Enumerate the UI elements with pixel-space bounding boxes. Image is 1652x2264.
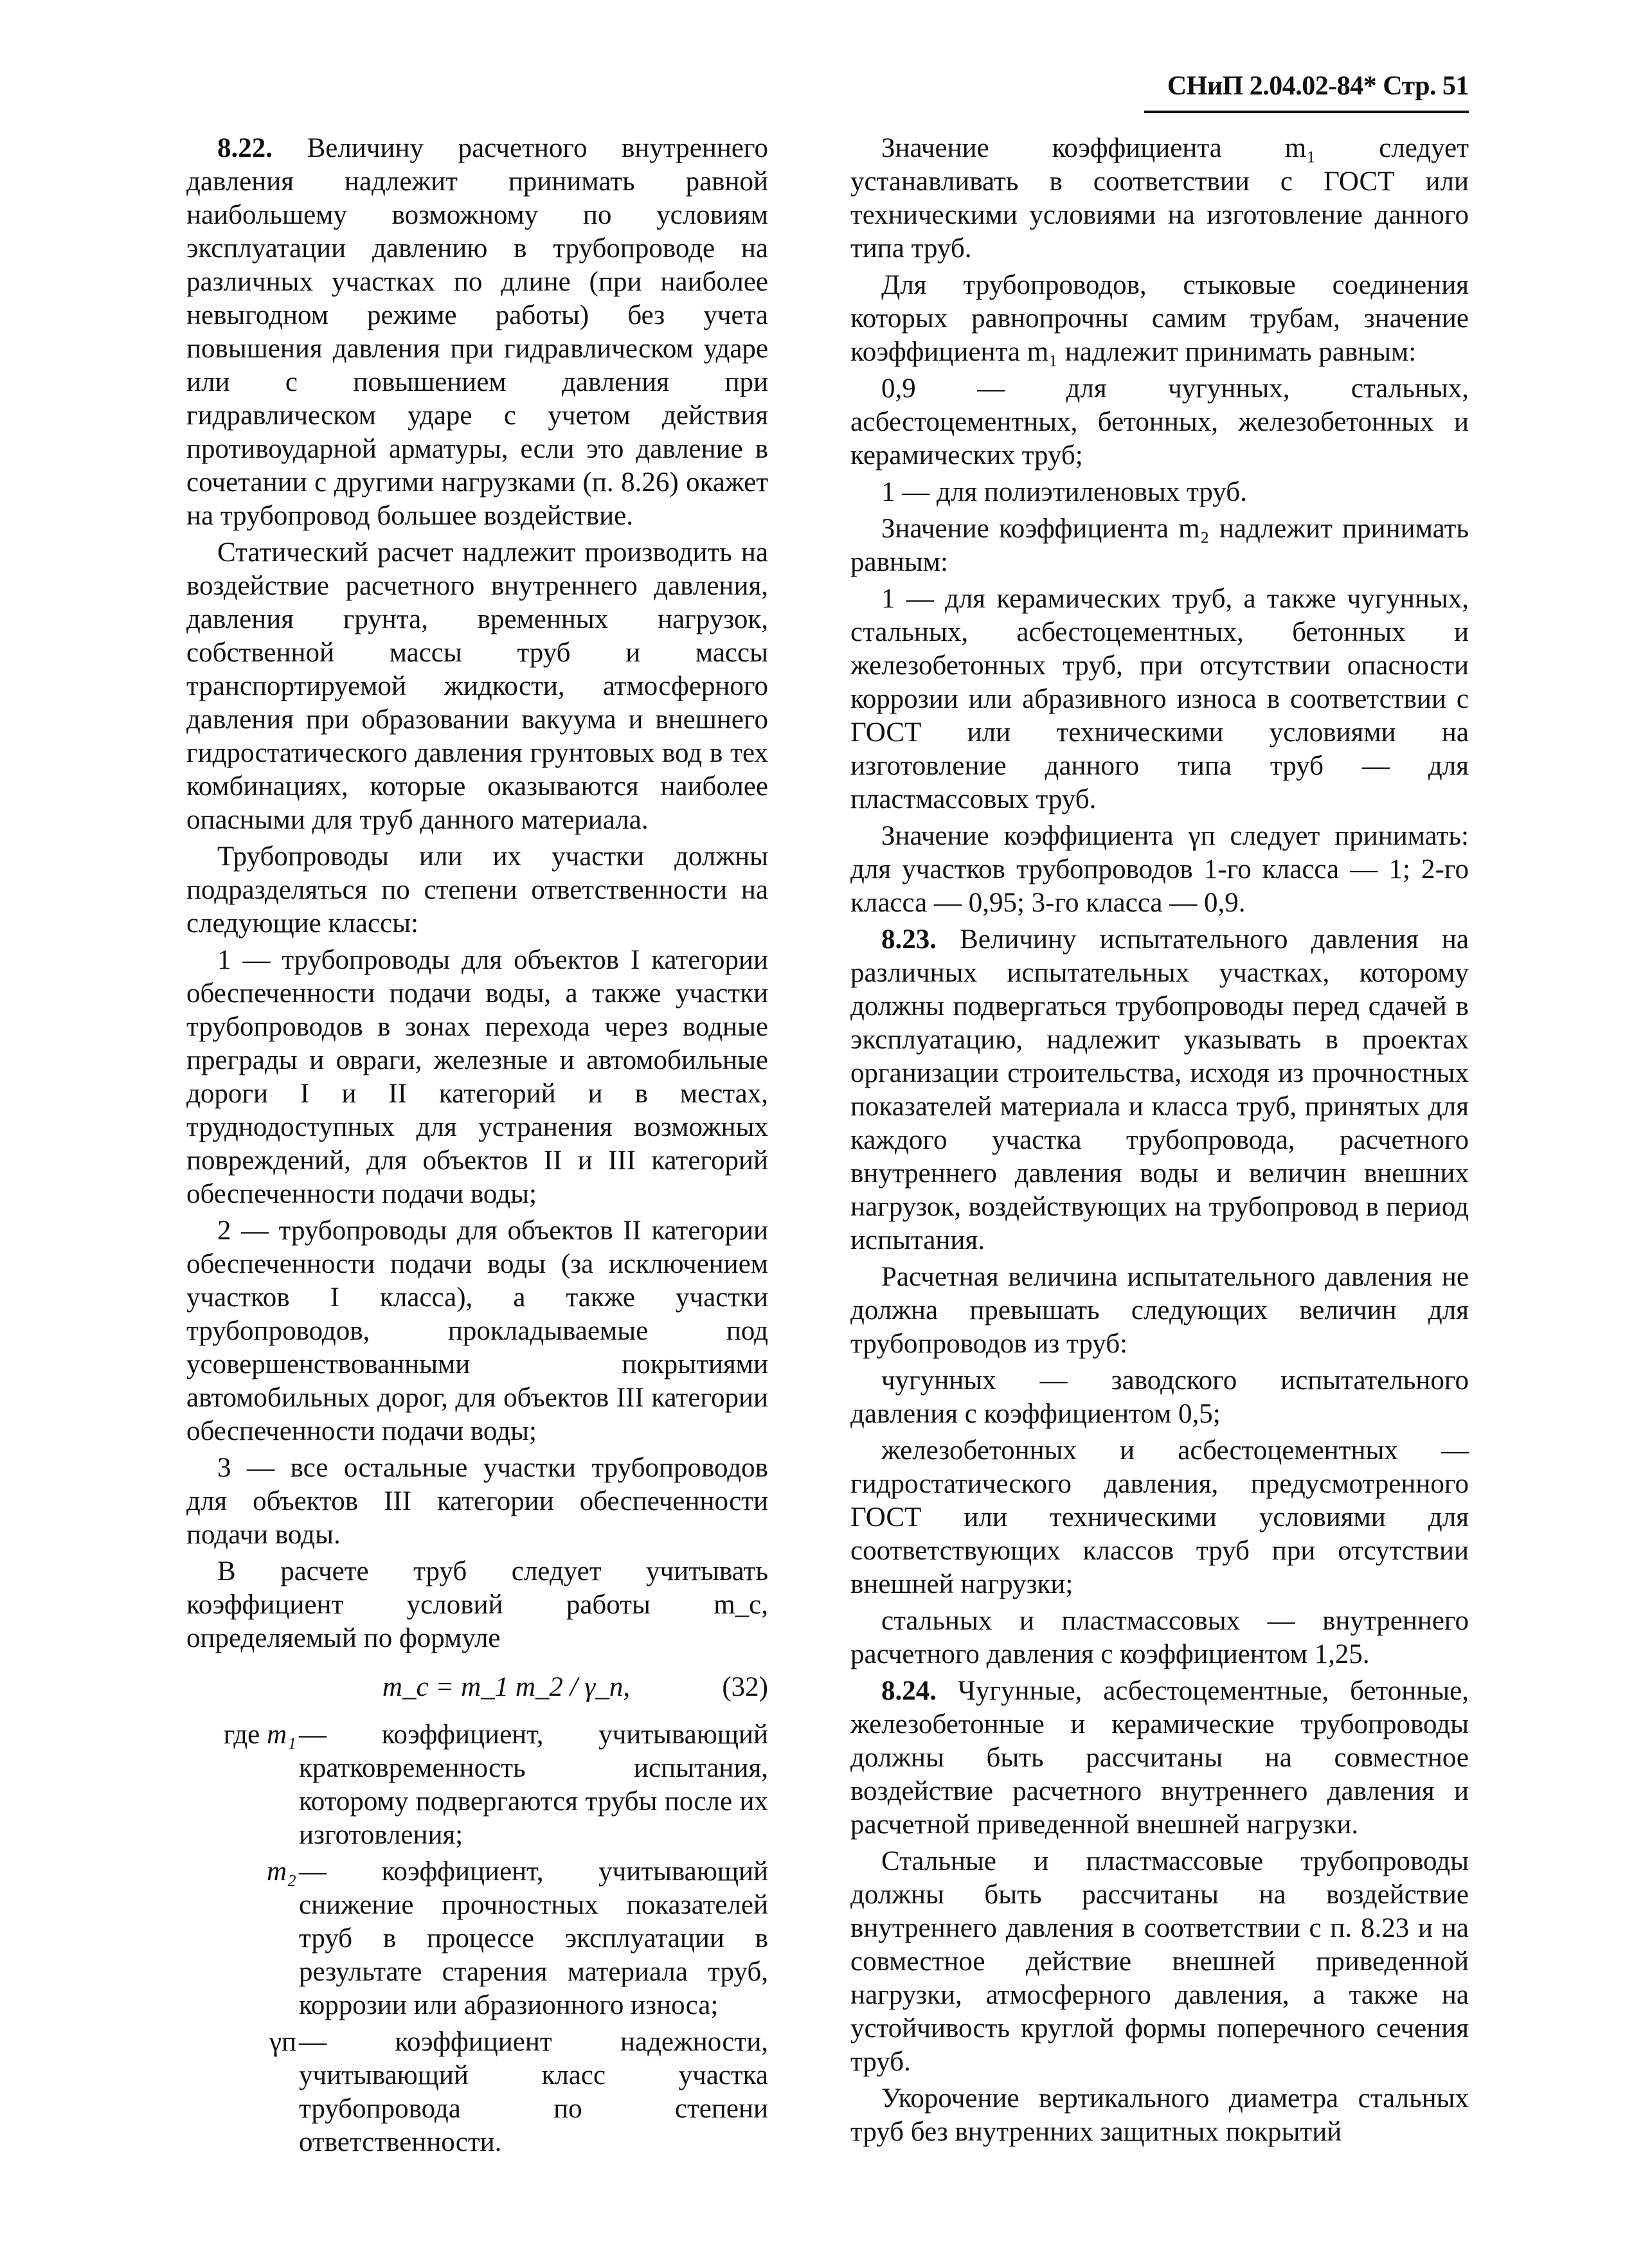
symbol-m2: m₂ <box>266 1856 296 1887</box>
test-pressure-item-concrete: железобетонных и асбестоцементных — гидростатического давления, предусмотренного ГОСТ или техническими условиями для соответствующих классов труб при отсутствии внешней нагрузки; <box>850 1435 1469 1599</box>
m2-value-item: 1 — для керамических труб, а также чугунных, стальных, асбестоцементных, бетонных и железобетонных труб, при отсутствии опасности коррозии или абразивного износа в соответствии с ГОСТ или техническими условиями на изготовление данного типа труб — для пластмассовых труб. <box>850 584 1469 814</box>
header-rule <box>1144 111 1469 113</box>
paragraph-static-calc: Статический расчет надлежит производить на воздействие расчетного внутреннего давления, давления грунта, временных нагрузок, собственной массы труб и массы транспортируемой жидкости, атмосферного давления при образовании вакуума и внешнего гидростатического давления грунтовых вод в тех комбинациях, которые оказываются наиболее опасными для труб данного материала. <box>186 537 768 835</box>
paragraph-coefficient-intro: В расчете труб следует учитывать коэффициент условий работы m_c, определяемый по формуле <box>186 1556 768 1653</box>
symbol-gamma: γп <box>269 2027 296 2057</box>
running-header: СНиП 2.04.02-84* Стр. 51 <box>1167 71 1469 101</box>
where-definition: — коэффициент надежности, учитывающий класс участка трубопровода по степени ответственности. <box>299 2027 768 2157</box>
formula-expression: m_c = m_1 m_2 / γ_п, <box>382 1672 631 1702</box>
paragraph-text: Величину расчетного внутреннего давления надлежит принимать равной наибольшему возможному по условиям эксплуатации давлению в трубопроводе на различных участках по длине (при наиболее невыгодном режиме работы) без учета повышения давления при гидравлическом ударе или с повышением давления при гидравлическом ударе с учетом действия противоударной арматуры, если это давление в сочетании с другими нагрузками (п. 8.26) окажет на трубопровод большее воздействие. <box>186 133 768 531</box>
section-number: 8.23. <box>881 924 937 955</box>
symbol-m1: m₁ <box>266 1720 296 1750</box>
paragraph-text: Чугунные, асбестоцементные, бетонные, железобетонные и керамические трубопроводы должны быть рассчитаны на совместное воздействие расчетного внутреннего давления и расчетной приведенной внешней нагрузки. <box>850 1676 1469 1840</box>
paragraph-diameter-shortening: Укорочение вертикального диаметра стальных труб без внутренних защитных покрытий <box>850 2083 1469 2147</box>
right-column <box>850 132 1469 2152</box>
class-3-item: 3 — все остальные участки трубопроводов для объектов III категории обеспеченности подачи воды. <box>186 1453 768 1550</box>
formula-number: (32) <box>722 1672 768 1702</box>
class-2-item: 2 — трубопроводы для объектов II категории обеспеченности подачи воды (за исключением участков I класса), а также участки трубопроводов, прокладываемые под усовершенствованными покрытиями автомобильных дорог, для объектов III категории обеспеченности подачи воды; <box>186 1216 768 1446</box>
paragraph-8-24 <box>850 1675 1469 1842</box>
paragraph-m2-intro: Значение коэффициента m₂ надлежит принимать равным: <box>850 514 1469 577</box>
test-pressure-item-steel: стальных и пластмассовых — внутреннего расчетного давления с коэффициентом 1,25. <box>850 1606 1469 1669</box>
where-item-m2 <box>186 1855 768 2022</box>
paragraph-test-pressure-limit: Расчетная величина испытательного давления не должна превышать следующих величин для трубопроводов из труб: <box>850 1262 1469 1359</box>
where-symbol <box>186 2026 299 2159</box>
paragraph-m1-value: Значение коэффициента m₁ следует устанавливать в соответствии с ГОСТ или техническими условиями на изготовление данного типа труб. <box>850 133 1469 264</box>
where-word: где <box>223 1720 260 1750</box>
paragraph-classes-intro: Трубопроводы или их участки должны подразделяться по степени ответственности на следующие классы: <box>186 841 768 939</box>
where-symbol <box>186 1855 299 2022</box>
where-definition: — коэффициент, учитывающий снижение прочностных показателей труб в процессе эксплуатации в результате старения материала труб, коррозии или абразионного износа; <box>299 1856 768 2020</box>
section-number: 8.22. <box>217 133 273 163</box>
m1-value-item-1: 0,9 — для чугунных, стальных, асбестоцементных, бетонных, железобетонных и керамических труб; <box>850 373 1469 471</box>
where-definition: — коэффициент, учитывающий кратковременность испытания, которому подвергаются трубы после их изготовления; <box>299 1720 768 1850</box>
paragraph-text: Величину испытательного давления на различных испытательных участках, которому должны подвергаться трубопроводы перед сдачей в эксплуатацию, надлежит указывать в проектах организации строительства, исходя из прочностных показателей материала и класса труб, принятых для каждого участка трубопровода, расчетного внутреннего давления воды и величин внешних нагрузок, воздействующих на трубопровод в период испытания. <box>850 924 1469 1255</box>
where-symbol <box>186 1718 299 1852</box>
left-column <box>186 132 768 2162</box>
where-item-gamma <box>186 2026 768 2159</box>
where-item-m1 <box>186 1718 768 1852</box>
section-number: 8.24. <box>881 1676 937 1706</box>
paragraph-8-23 <box>850 923 1469 1257</box>
paragraph-m1-joints: Для трубопроводов, стыковые соединения которых равнопрочны самим трубам, значение коэффициента m₁ надлежит принимать равным: <box>850 270 1469 367</box>
paragraph-gamma-values: Значение коэффициента γп следует принимать: для участков трубопроводов 1-го класса — 1; 2-го класса — 0,95; 3-го класса — 0,9. <box>850 821 1469 918</box>
m1-value-item-2: 1 — для полиэтиленовых труб. <box>881 477 1247 507</box>
paragraph-steel-plastic: Стальные и пластмассовые трубопроводы должны быть рассчитаны на воздействие внутреннего давления в соответствии с п. 8.23 и на совместное действие внешней приведенной нагрузки, атмосферного давления, а также на устойчивость круглой формы поперечного сечения труб. <box>850 1846 1469 2077</box>
class-1-item: 1 — трубопроводы для объектов I категории обеспеченности подачи воды, а также участки трубопроводов в зонах перехода через водные преграды и овраги, железные и автомобильные дороги I и II категорий и в местах, труднодоступных для устранения возможных повреждений, для объектов II и III категорий обеспеченности подачи воды; <box>186 945 768 1209</box>
paragraph-8-22 <box>186 132 768 533</box>
formula-32 <box>186 1671 768 1704</box>
test-pressure-item-cast-iron: чугунных — заводского испытательного давления с коэффициентом 0,5; <box>850 1365 1469 1429</box>
